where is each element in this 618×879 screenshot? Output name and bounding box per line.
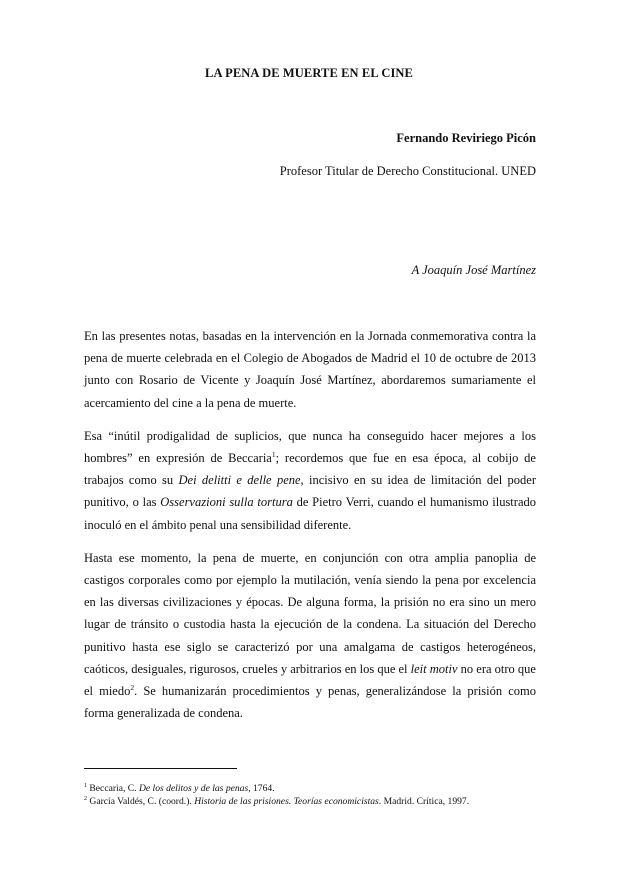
paragraph-2: [84, 425, 536, 536]
footnote-separator: [84, 768, 237, 769]
paragraph-2-text: de Pietro Verri, cuando el humanismo ilustrado inoculó en el ámbito penal una sensibilidad diferente.: [84, 495, 536, 532]
author-name: Fernando Reviriego Picón: [396, 131, 536, 145]
footnote-italic: De los delitos y de las penas: [138, 783, 249, 794]
paragraph-3-text: Hasta ese momento, la pena de muerte, en conjunción con otra amplia panoplia de castigos corporales como por ejemplo la mutilación, venía siendo la pena por excelencia en las diversas civilizaciones y épocas. De alguna forma, la prisión no era sino un mero lugar de tránsito o custodia hasta la ejecución de la condena. La situación del Derecho punitivo hasta ese siglo se caracterizó por una amalgama de castigos heterogéneos, caóticos, desiguales, rigurosos, crueles y arbitrarios en los que el: [84, 550, 536, 676]
footnote-text: Beccaria, C.: [87, 783, 139, 794]
paragraph-2-text: , incisivo en su idea de limitación del poder punitivo, o las: [84, 473, 536, 510]
paragraph-3-text: no era otro que el miedo: [84, 661, 536, 699]
footnote-1: [84, 783, 544, 796]
paragraph-2-text: ; recordemos que fue en esa época, al cobijo de trabajos como su: [84, 451, 536, 488]
paragraph-3: [84, 547, 536, 725]
footnote-number: 1: [84, 782, 87, 789]
paragraph-2-text: Esa “inútil prodigalidad de suplicios, que nunca ha conseguido hacer mejores a los hombres” en expresión de Beccaria: [84, 428, 536, 466]
paragraph-1: [84, 325, 536, 414]
author-affiliation: Profesor Titular de Derecho Constitucional. UNED: [279, 164, 536, 178]
footnote-text: García Valdés, C. (coord.).: [87, 795, 195, 807]
italic-term: leit motiv: [410, 661, 458, 676]
dedication: A Joaquín José Martínez: [411, 263, 536, 277]
footnote-text: . Madrid. Crítica, 1997.: [378, 795, 470, 807]
footnote-italic: Historia de las prisiones. Teorías economicistas: [194, 795, 379, 807]
footnote-number: 2: [84, 795, 87, 802]
footnote-ref-1: 1: [271, 449, 276, 459]
paragraph-1-text: En las presentes notas, basadas en la intervención en la Jornada conmemorativa contra la pena de muerte celebrada en el Colegio de Abogados de Madrid el 10 de octubre de 2013 junto con Rosario de Vicente y Joaquín José Martínez, abordaremos sumariamente el acercamiento del cine a la pena de muerte.: [84, 329, 536, 410]
footnote-ref-2: 2: [130, 682, 135, 692]
document-title: LA PENA DE MUERTE EN EL CINE: [205, 66, 413, 80]
italic-work-title: Dei delitti e delle pene: [178, 473, 301, 488]
footnote-text: , 1764.: [248, 783, 275, 794]
footnotes: [84, 783, 544, 809]
body-text: [84, 325, 536, 735]
footnote-2: [84, 796, 544, 809]
italic-work-title: Osservazioni sulla tortura: [160, 495, 293, 510]
paragraph-3-text: . Se humanizarán procedimientos y penas, generalizándose la prisión como forma generalizada de condena.: [84, 684, 536, 721]
